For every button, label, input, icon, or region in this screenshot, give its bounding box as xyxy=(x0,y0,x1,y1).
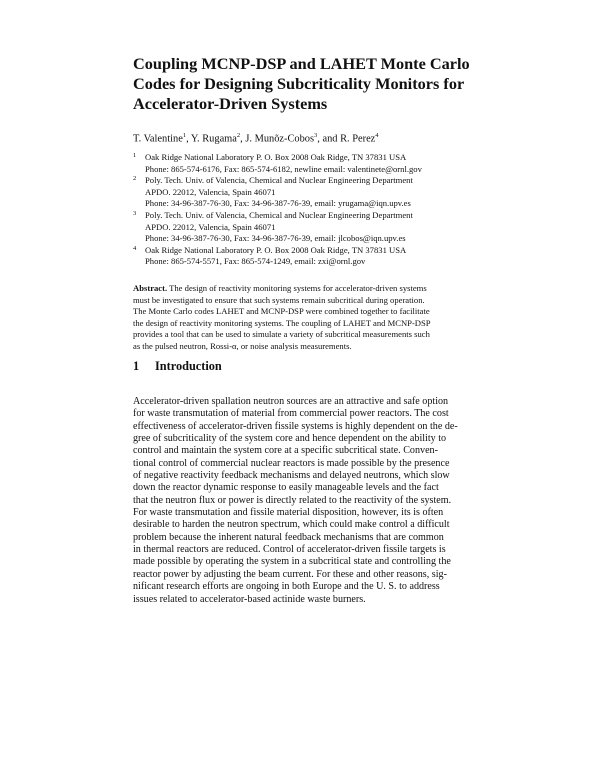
section-heading xyxy=(133,359,222,374)
affiliation-number: 4 xyxy=(133,244,137,252)
author-name: Y. Rugama xyxy=(190,133,237,145)
affiliation-line: APDO. 22012, Valencia, Spain 46071 xyxy=(145,221,276,232)
affiliation-line: Oak Ridge National Laboratory P. O. Box 2008 Oak Ridge, TN 37831 USA xyxy=(145,152,407,162)
abstract xyxy=(133,283,471,352)
affiliation-line: APDO. 22012, Valencia, Spain 46071 xyxy=(145,186,276,197)
abstract-text: The design of reactivity monitoring systems for accelerator-driven systems xyxy=(169,283,427,293)
abstract-line: as the pulsed neutron, Rossi-α, or noise analysis measurements. xyxy=(133,340,352,351)
affiliation-number: 2 xyxy=(133,175,137,183)
affiliation-line: Oak Ridge National Laboratory P. O. Box 2008 Oak Ridge, TN 37831 USA xyxy=(145,244,407,255)
author-affil-mark: 2 xyxy=(236,132,241,139)
author-name: J. Munõz-Cobos xyxy=(245,133,315,145)
author-separator: , xyxy=(240,133,246,145)
title-line: Coupling MCNP-DSP and LAHET Monte Carlo xyxy=(133,54,470,73)
body-line: gree of subcriticality of the system core and hence dependent on the ability to xyxy=(133,433,447,445)
body-line: in thermal reactors are reduced. Control of accelerator-driven fissile targets is xyxy=(133,544,446,556)
body-line: desirable to harden the neutron spectrum, which could make control a difficult xyxy=(133,519,450,531)
affiliation-line: Phone: 34-96-387-76-30, Fax: 34-96-387-76-39, email: jlcobos@iqn.upv.es xyxy=(145,233,406,244)
author-separator: , and xyxy=(317,133,341,145)
author-affil-mark: 4 xyxy=(375,132,379,139)
abstract-line xyxy=(133,283,471,295)
author-name: R. Perez xyxy=(340,133,376,145)
affiliation-line: Phone: 34-96-387-76-30, Fax: 34-96-387-76-39, email: yrugama@iqn.upv.es xyxy=(145,198,411,209)
author-name: T. Valentine xyxy=(133,133,183,145)
affiliation-number: 3 xyxy=(133,209,137,217)
body-line: effectiveness of accelerator-driven fissile systems is highly dependent on the de- xyxy=(133,420,458,432)
body-line: reactor power by adjusting the beam current. For these and other reasons, sig- xyxy=(133,568,447,580)
body-line: tional control of commercial nuclear reactors is made possible by the presence xyxy=(133,457,450,469)
affiliation xyxy=(133,175,478,210)
affiliation xyxy=(133,245,478,268)
abstract-label: Abstract. xyxy=(133,283,168,293)
body-line: nificant research efforts are ongoing in both Europe and the U. S. to address xyxy=(133,581,440,593)
body-text xyxy=(133,396,471,606)
body-line: down the reactor dynamic response to easily manageable levels and the fact xyxy=(133,482,439,494)
abstract-line: the design of reactivity monitoring systems. The coupling of LAHET and MCNP-DSP xyxy=(133,317,431,328)
body-line: of negative reactivity feedback mechanisms and delayed neutrons, which slow xyxy=(133,470,450,482)
section-number: 1 xyxy=(133,359,140,373)
body-line: made possible by operating the system in a subcritical state and controlling the xyxy=(133,556,451,568)
affiliation-line: Poly. Tech. Univ. of Valencia, Chemical and Nuclear Engineering Department xyxy=(145,175,413,186)
affiliation-line: Phone: 865-574-6176, Fax: 865-574-6182, newline email: valentinete@ornl.gov xyxy=(145,163,422,174)
body-line: that the neutron flux or power is directly related to the reactivity of the system. xyxy=(133,494,452,506)
section-title: Introduction xyxy=(155,359,222,373)
affiliation-line: Poly. Tech. Univ. of Valencia, Chemical and Nuclear Engineering Department xyxy=(145,209,413,220)
author-affil-mark: 3 xyxy=(314,132,318,139)
body-line: problem because the inherent natural feedback mechanisms that are common xyxy=(133,531,444,543)
affiliation-number: 1 xyxy=(133,152,137,159)
affiliation-line: Phone: 865-574-5571, Fax: 865-574-1249, email: zxi@ornl.gov xyxy=(145,256,366,267)
title-line: Codes for Designing Subcriticality Monitors for xyxy=(133,74,465,93)
affiliation-list xyxy=(133,152,478,268)
abstract-line: The Monte Carlo codes LAHET and MCNP-DSP were combined together to facilitate xyxy=(133,306,430,316)
abstract-line: must be investigated to ensure that such systems remain subcritical during operation. xyxy=(133,294,425,305)
author-list xyxy=(133,129,473,145)
body-line: for waste transmutation of material from commercial power reactors. The cost xyxy=(133,408,449,420)
body-line: control and maintain the system core at a specific subcritical state. Conven- xyxy=(133,445,438,457)
body-line: For waste transmutation and fissile material disposition, however, its is often xyxy=(133,507,444,519)
abstract-line: provides a tool that can be used to simulate a variety of subcritical measurements such xyxy=(133,329,430,339)
paper-title xyxy=(133,54,493,114)
body-line: Accelerator-driven spallation neutron sources are an attractive and safe option xyxy=(133,396,449,407)
body-line: issues related to accelerator-based actinide waste burners. xyxy=(133,593,366,605)
affiliation xyxy=(133,152,478,175)
author-separator: , xyxy=(186,133,191,145)
affiliation xyxy=(133,210,478,245)
title-line: Accelerator-Driven Systems xyxy=(133,94,328,113)
author-affil-mark: 1 xyxy=(182,132,187,139)
